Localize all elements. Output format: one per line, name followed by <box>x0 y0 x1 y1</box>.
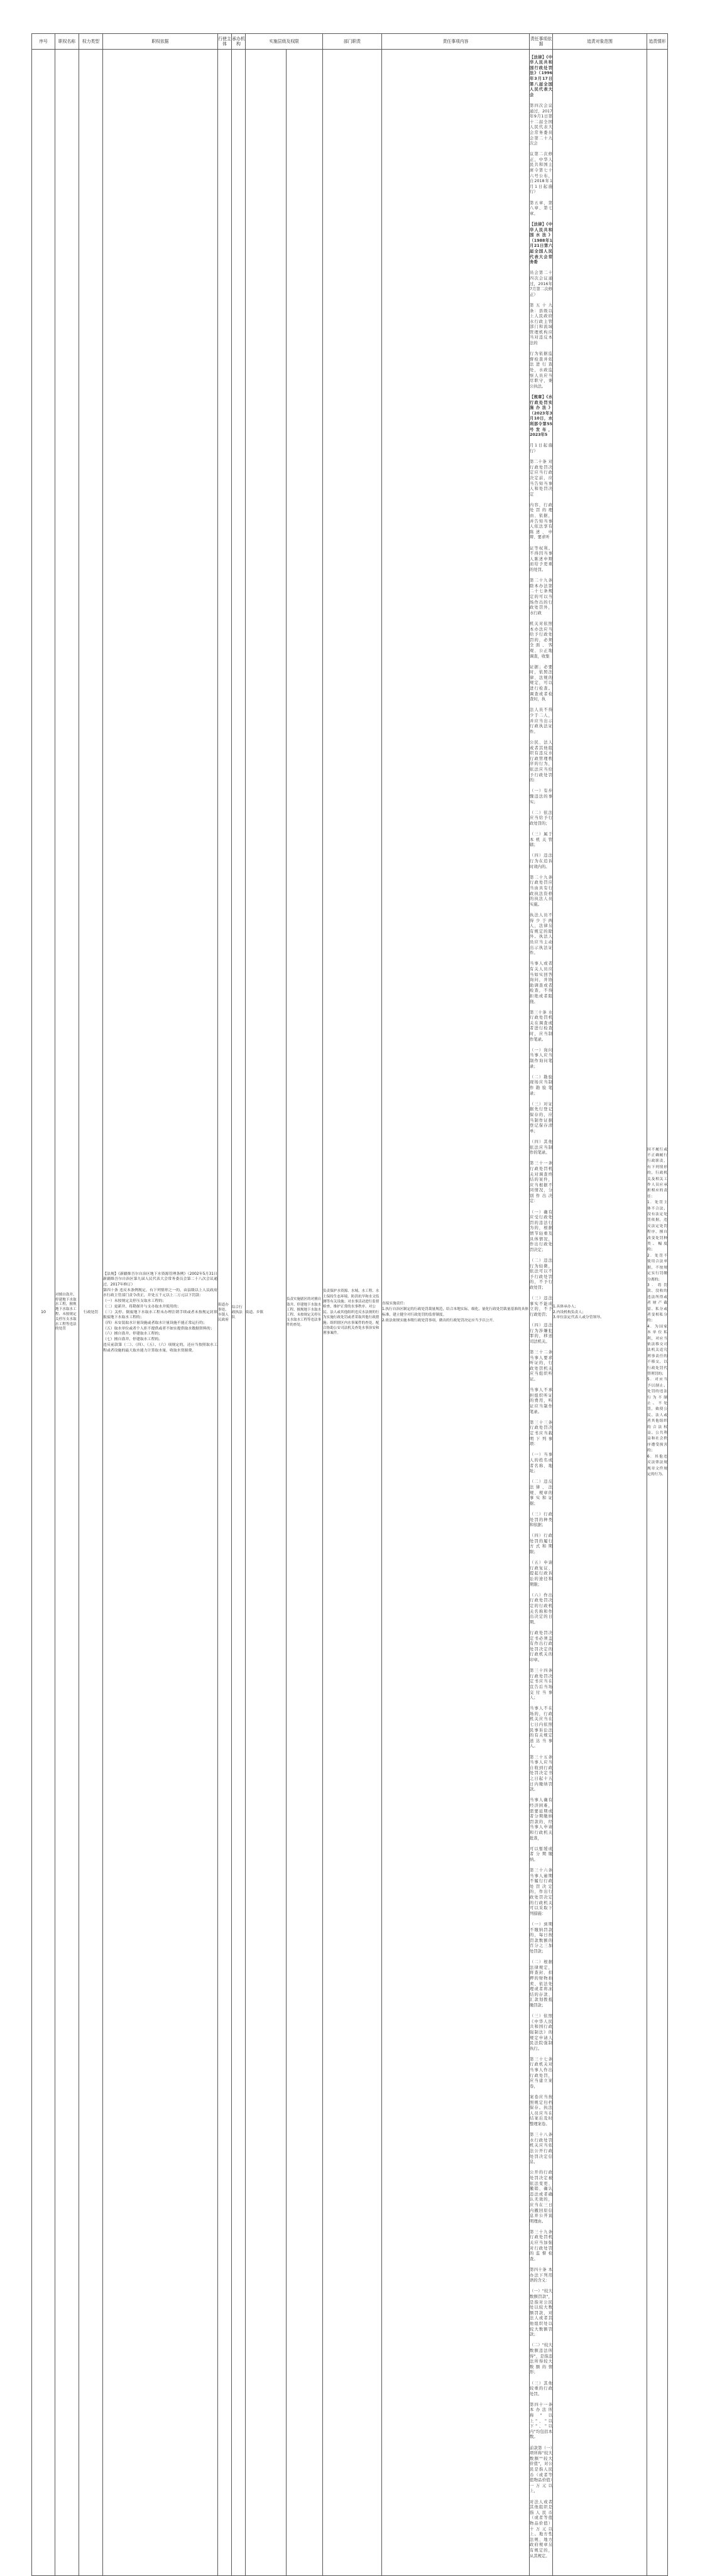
law-line: 第三十八条 水行政处罚机关应当依法公开行政处罚决定信息， <box>530 2133 553 2165</box>
law-line: 月1日起施行） <box>530 443 553 453</box>
responsibility-table <box>31 33 668 2576</box>
header-duty: 部门职责 <box>323 34 382 50</box>
law-line: 员会第二十四次会议通过，2016年7月第二次修正） <box>530 271 553 297</box>
law-line: （一）确有应受行政处罚的违法行为的，根据情节轻重及具体情况，作出行政处罚决定； <box>530 1210 553 1252</box>
table-row <box>32 50 668 2576</box>
law-line: 当事人确有经济困难，需要延期或者分期缴纳罚款的，经当事人申请和行政机关批准， <box>530 1798 553 1841</box>
law-line: 【法律】《中华人民共和国水法》（1988年1月21日第六届全国人民代表大会常务委 <box>530 222 553 265</box>
law-line: （二）违反法律、法规、规章的事实和证据； <box>530 1480 553 1506</box>
law-line: （二）违法行为轻微，依法可以不予行政处罚的，不予行政处罚； <box>530 1258 553 1290</box>
law-line: 行为依据监督检查并依法进行查处，水政监察人员应当尽职守，秉公执法。 <box>530 352 553 389</box>
law-line: 第二十九条 除本办法第二十七条规定的可以当场作出的行政处罚外，水行政 <box>530 578 553 615</box>
law-line: 前款第（一）项所称"较大数额""较大价值"，对公民是指人民币（或者等值物品价值）一万元以上， <box>530 2445 553 2494</box>
law-line: 第三十四条 行政处罚决定书应当在宣告后当场交付当事人； <box>530 1669 553 1701</box>
cell-content: 直接实施责任： 1.执行自治区制定的行政处罚裁量规范，结合本地实际，细化、量化行政处罚裁量基准的具体标准，建立健全对行政处罚的监督制度。 2.依法依规实施本级行政处罚事项，做出的行政处罚决定应当予以公开。 <box>382 50 530 2576</box>
law-line: 第三十三条 行政处罚决定书应当载明下列事项： <box>530 1420 553 1447</box>
law-line: 第三十二条 当事人要求听证的，行政处罚机关应当组织听证。 <box>530 1350 553 1382</box>
law-line: 第三十七条 行政机关对当事人作出行政处罚，应当建立案卷， <box>530 2057 553 2089</box>
law-line: 第五章、第八章、第七章。 <box>530 200 553 216</box>
cell-subject: 街道办事处、乡镇人民政府 <box>218 50 232 2576</box>
law-line: （四）违法行为涉嫌犯罪的，移送司法机关。 <box>530 1323 553 1344</box>
law-line: 【规章】《水行政处罚实施办法》（2023年3月10日，水利部令第55号发布，2023年5 <box>530 395 553 438</box>
header-org: 承办机构 <box>232 34 246 50</box>
law-line: （三）行政处罚的种类和依据； <box>530 1512 553 1528</box>
law-line: 第四次会议通过，2017年9月1日第十二届全国人民代表大会常务委员会第二十九次会 <box>530 103 553 146</box>
law-line: 第二十条 对行政处罚决定应当行政决定前，应当告知当事人和处罚决定 <box>530 460 553 497</box>
cell-duty-local: 负责实施辖区的对擅自盗井、停建地下水取水工程、擅规地下水取水工程、未按规定关停压支水取水工程等违法事件的查处。 <box>287 50 323 2576</box>
law-line: 第四十条 本办法下列用语的含义： <box>530 2268 553 2283</box>
cell-basis: 【法规】《新疆维吾尔自治区地下水资源管理条例》（2002年5月31日新疆维吾尔自治区第九届人民代表大会常务委员会第二十八次会议通过，2017年修订） 第四十条 违反本条例规定，有下列情形之一的，由县级以上人民政府水行政主管部门责令改正，并处五千元以上二万元以下罚款： （一）未按规定关停压支取水工程的； （二）更新井、将勘探井与支办取水井使用的； （三）关停、倒废地下水取水工程未办理注销手续或者未按规定封填报废地下水取水工程的； （四）未安装取水计量设施或者取水计量设施不能正常运行的； （五）取水单位或者个人拒不提供或者不如实提供取水数据资料的； （六）擅自盗井、停建取水工程的； （七）擅自盗井、停建取水工程的。 违反前款第（二）、（四）、（五）、（六）项规定的，还应当按照取水工程或者设施的最大取水能力计算取水量，收取水资源费。 <box>103 50 218 2576</box>
cell-situation: 因不履行或不正确履行行政职责，有下列情形的，行政机关及相关工作人员应承担相应的责任： 1．处罚主体不合法，没有法定处罚依据，违反法定处罚程序，擅自改变处罚种类、幅度的； 2．处罚不使用合法单据，不按规定实行罚缴分离的； 3．将罚款、没收的违法所得或者财产截留、私分或者变相私分的； 4．为国家本单位私利，对应当依法移交司法机关追究刑事责任的不移交，以行政处罚代替刑罚的； 5．对应当予以制止、处罚的违法行为不制止、不处罚，致使公民、法人或者其他组织的合法权益、公共利益和社会秩序遭受损害的； 6．其他违反法律法规规章文件规定的行为。 <box>647 50 668 2576</box>
law-line: （三）依照《中华人民共和国行政强制法》的规定申请人民法院强制执行。 <box>530 2014 553 2051</box>
law-line: （三）对证据先行登记保存的，应当制作证据登记保存清单； <box>530 1101 553 1134</box>
law-line: 当事人不承担组织听证的费用，听证应当制作笔录。 <box>530 1388 553 1414</box>
law-line: （六）作出行政处罚决定的行政机关名称和作出决定的日期。 <box>530 1593 553 1625</box>
header-situation: 追责情形 <box>647 34 668 50</box>
cell-target: 1.具体承办人； 2.内设机构负责人； 3.单位法定代表人或分管领导。 <box>553 50 647 2576</box>
law-line: （一）当事人的姓名或者名称、地址； <box>530 1453 553 1474</box>
header-target: 追责对象范围 <box>553 34 647 50</box>
header-content: 责任事项内容 <box>382 34 530 50</box>
law-line: 法人员不得少于二人，并应当出示行政执法证件。 <box>530 708 553 734</box>
header-basis: 职权依据 <box>103 34 218 50</box>
law-line: （四）行政处罚的履行方式和期限； <box>530 1534 553 1555</box>
law-line: 对法人或者其他组织是指人民币（或者等值物品价值）十万元以上。地方性法规、地方政府规章另有规定的，从其规定。 <box>530 2499 553 2558</box>
law-line: 第三十条 水行政处罚机关在调查或者进行检查时，应当制作笔录。 <box>530 1010 553 1042</box>
header-resp-basis: 责任事项依据 <box>530 34 553 50</box>
header-row <box>32 34 668 50</box>
law-line: （一）有步骤违法的事实； <box>530 789 553 804</box>
law-line: （一）"较大数额罚款"，是指对公民处以较大数额罚款，对法人或者其他组织处以较大数额罚款； <box>530 2289 553 2337</box>
law-line: （二）勘验现场应当制作勘验笔录； <box>530 1074 553 1096</box>
cell-name: 对擅自盗井、停建地下水取水工程，擅规地下水取水工程、未按规定关停压支水取水工程等违法的处罚 <box>55 50 79 2576</box>
law-line: 内容，行政处罚的理由、依据，并告知当事人依法享有陈述、申辩、要求听 <box>530 502 553 540</box>
header-seq: 序号 <box>32 34 55 50</box>
law-line: （五）申请行政复议、提起行政诉讼的途径和期限； <box>530 1561 553 1587</box>
law-line: （四）其他依法应当制作的笔录。 <box>530 1139 553 1155</box>
law-line: （二）依法应当给予行政处罚的； <box>530 810 553 826</box>
cell-type: 行政处罚 <box>79 50 103 2576</box>
cell-seq: 10 <box>32 50 55 2576</box>
law-line: 当事人或者有关人员应当如实回答询问，并协助调查或者检查，不得拒绝或者阻挠。 <box>530 961 553 1004</box>
law-line: 议第二次修正，中华人民共和国主席令第七十六号公布，自2018年1月1日起施行） <box>530 152 553 195</box>
law-line: 可以暂缓或者分期缴纳。 <box>530 1846 553 1862</box>
cell-duty: 负责保护水资源、水域、水工程、水土保持生态环境、防洪抗旱和水文监测等有关设施；对水事活动进行监督检查，维护正常的水事秩序。对公民、法人或其他组织违反水法规的行为实施行政处罚或者采取其他行政措施；组织辖区内水事案件的查处，配合协助公安司法机关查处水事治安和刑事案件。 <box>323 50 382 2576</box>
cell-org: 综合行政执法队 <box>232 50 246 2576</box>
header-level: 实施层级及权限 <box>246 34 323 50</box>
law-line: 当事人不在场的，行政机关应当在七日内依照民事诉讼法的有关规定送达当事人。 <box>530 1706 553 1749</box>
law-line: 机关对依照本办法应当给予行政处罚的，必须全面、客观、公正地调查，收集 <box>530 621 553 659</box>
law-line: 第三十九条 行政处罚机关应当加强对行政处罚的监督检查。 <box>530 2229 553 2261</box>
law-line: 第三十五条 当事人应当自收到行政处罚决定书之日起十五日内缴纳罚款。 <box>530 1755 553 1792</box>
header-subject: 行使主体 <box>218 34 232 50</box>
law-line: 证据；必要时，依照法律、法规的规定，可以进行检查。调查或者检查时，执 <box>530 664 553 702</box>
law-line: （三）属于本机关管辖； <box>530 832 553 848</box>
law-line: （三）违法事实不能成立的，不予行政处罚； <box>530 1296 553 1317</box>
header-name: 职权名称 <box>55 34 79 50</box>
law-line: （一）到期不缴纳罚款的，每日按罚款数额的百分之三加处罚款； <box>530 1922 553 1954</box>
cell-resp-basis <box>530 50 553 2576</box>
law-line: 第四十一条 本办法所称"以上"、"以下"、"以内"均包括本数。 <box>530 2402 553 2440</box>
law-line: 【法律】《中华人民共和国行政处罚法》（1996年3月17日第八届全国人民代表大会 <box>530 55 553 97</box>
law-line: 第二十九条 行政处罚应当由具有行政执法资格的执法人员实施。 <box>530 875 553 907</box>
law-line: 公民、法人或者其他组织有违反水行政管理秩序的行为，依法应当给予行政处罚的： <box>530 740 553 783</box>
law-line: （二）"较大数额违法所得"，是指违法所得较大数额的情形； <box>530 2343 553 2375</box>
law-line: 公开的行政处罚决定被依法变更、撤销、确认违法或者确认无效的，应当在三日内撤回原信息并公开说明理由。 <box>530 2170 553 2224</box>
cell-level: 街道、乡镇 <box>246 50 287 2576</box>
law-line: （一）询问当事人应当制作询问笔录； <box>530 1047 553 1069</box>
law-line: 执法人员不得少于两人，法律另有规定的除外。执法人员应当主动出示执法证件。 <box>530 913 553 956</box>
law-line: （三）其他较重的行政处罚。 <box>530 2381 553 2396</box>
law-line: （四）违法行为在追诉时效内的。 <box>530 853 553 869</box>
law-line: 第三十六条 当事人逾期不履行行政处罚决定的，作出行政处罚决定的行政机关可以采取下列措施： <box>530 1868 553 1916</box>
law-line: 案卷应当按照规定归档保存。执法人员应当在结案后及时整理案卷。 <box>530 2095 553 2126</box>
law-line: 证等权利。不得因当事人陈述申辩而给予更重的处罚。 <box>530 546 553 572</box>
law-line: 第三十一条 行政处罚机关对调查终结的案件，应当根据不同情况，分别作出决定： <box>530 1161 553 1204</box>
header-type: 权力类型 <box>79 34 103 50</box>
law-line: 第五十九条：县级以上人民政府水行政主管部门和流域管理机构应当对违反本法的 <box>530 303 553 346</box>
law-line: 行政处罚决定书必须盖有作出行政处罚决定的行政机关的印章。 <box>530 1630 553 1662</box>
law-line: （二）根据法律规定，将查封、扣押的财物拍卖、依法处理或者将冻结的存款、汇款划拨抵缴罚款； <box>530 1960 553 2008</box>
